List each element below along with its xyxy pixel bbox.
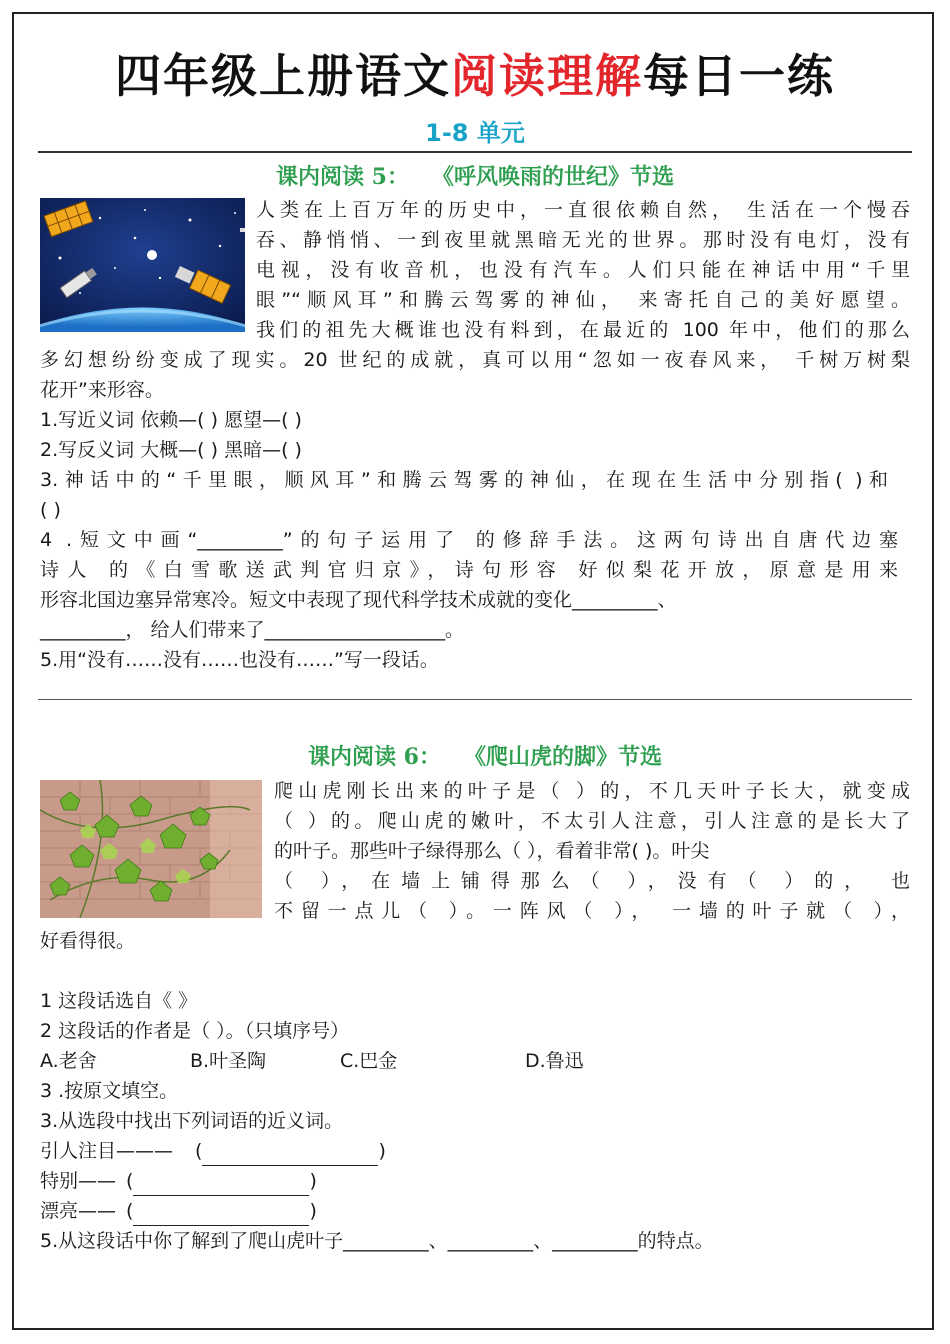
section2-passage-line: （ ），在墙上铺得那么（ ），没有（ ）的， 也 [274, 870, 910, 892]
option-b: B.叶圣陶 [190, 1050, 267, 1072]
title-highlight: 阅读理解 [451, 49, 643, 103]
ivy-wall-illustration [40, 780, 262, 918]
page-title: 四年级上册语文阅读理解每日一练 [115, 49, 835, 103]
section1-question: 3.神话中的“千里眼，顺风耳”和腾云驾雾的神仙，在现在生活中分别指( )和 [40, 469, 888, 491]
section1-question: 诗人 的《白雪歌送武判官归京》，诗句形容 好似梨花开放，原意是用来 [40, 559, 898, 581]
section2-heading: 课内阅读 6： 《爬山虎的脚》节选 [308, 744, 662, 770]
section1-heading: 课内阅读 5： 《呼风唤雨的世纪》节选 [276, 164, 674, 190]
section1-passage-line: 花开”来形容。 [40, 379, 164, 401]
option-d: D.鲁迅 [525, 1050, 584, 1072]
synonym-row: 漂亮—— ( ) [40, 1196, 317, 1226]
writing-answer-line [38, 699, 912, 700]
section1-passage-line: 多幻想纷纷变成了现实。20 世纪的成就，真可以用“忽如一夜春风来， 千树万树梨 [40, 349, 910, 371]
unit-range-subtitle: 1-8 单元 [425, 119, 525, 147]
space-illustration [40, 198, 245, 332]
header-divider [38, 151, 912, 153]
synonym-row: 特别—— ( ) [40, 1166, 317, 1196]
section1-question: _________， 给人们带来了___________________。 [40, 619, 465, 641]
section2-passage-line: 的叶子。那些叶子绿得那么（ ），看着非常( )。叶尖 [274, 840, 710, 862]
option-c: C.巴金 [340, 1050, 398, 1072]
section2-question: 2 这段话的作者是（ ）。（只填序号） [40, 1020, 350, 1042]
section2-question: 5.从这段话中你了解到了爬山虎叶子_________、_________、_________的特点。 [40, 1230, 714, 1252]
option-a: A.老舍 [40, 1050, 97, 1072]
section1-question: 4 .短文中画“_________”的句子运用了 的修辞手法。这两句诗出自唐代边塞 [40, 529, 898, 551]
section1-question: ( ) [40, 499, 61, 521]
section2-passage-line: 不留一点儿（ ）。一阵风（ ）， 一墙的叶子就（ ）， [274, 900, 910, 922]
section2-passage-line: （ ）的。爬山虎的嫩叶，不太引人注意，引人注意的是长大了 [274, 810, 910, 832]
answer-blank[interactable] [133, 1203, 309, 1226]
section1-passage-line: 吞、静悄悄、一到夜里就黑暗无光的世界。那时没有电灯，没有 [256, 229, 910, 251]
section1-question: 1.写近义词 依赖—( ) 愿望—( ) [40, 409, 302, 431]
section2-passage-line: 好看得很。 [40, 930, 136, 952]
section1-passage-line: 眼”“顺风耳”和腾云驾雾的神仙， 来寄托自己的美好愿望。 [256, 289, 910, 311]
section1-question: 形容北国边塞异常寒冷。短文中表现了现代科学技术成就的变化_________、 [40, 589, 677, 611]
section2-question: 3.从选段中找出下列词语的近义词。 [40, 1110, 344, 1132]
section2-question: 1 这段话选自《 》 [40, 990, 198, 1012]
section1-question: 5.用“没有……没有……也没有……”写一段话。 [40, 649, 439, 671]
section2-passage-line: 爬山虎刚长出来的叶子是（ ）的，不几天叶子长大，就变成 [274, 780, 910, 802]
answer-blank[interactable] [202, 1143, 378, 1166]
section1-passage-line: 我们的祖先大概谁也没有料到，在最近的 100 年中，他们的那么 [256, 319, 910, 341]
section1-passage-line: 电视，没有收音机，也没有汽车。人们只能在神话中用“千里 [256, 259, 910, 281]
section2-question: 3 .按原文填空。 [40, 1080, 179, 1102]
answer-blank[interactable] [133, 1173, 309, 1196]
section1-passage-line: 人类在上百万年的历史中，一直很依赖自然， 生活在一个慢吞 [256, 199, 910, 221]
section1-question: 2.写反义词 大概—( ) 黑暗—( ) [40, 439, 302, 461]
synonym-row: 引人注目——— ( ) [40, 1136, 386, 1166]
